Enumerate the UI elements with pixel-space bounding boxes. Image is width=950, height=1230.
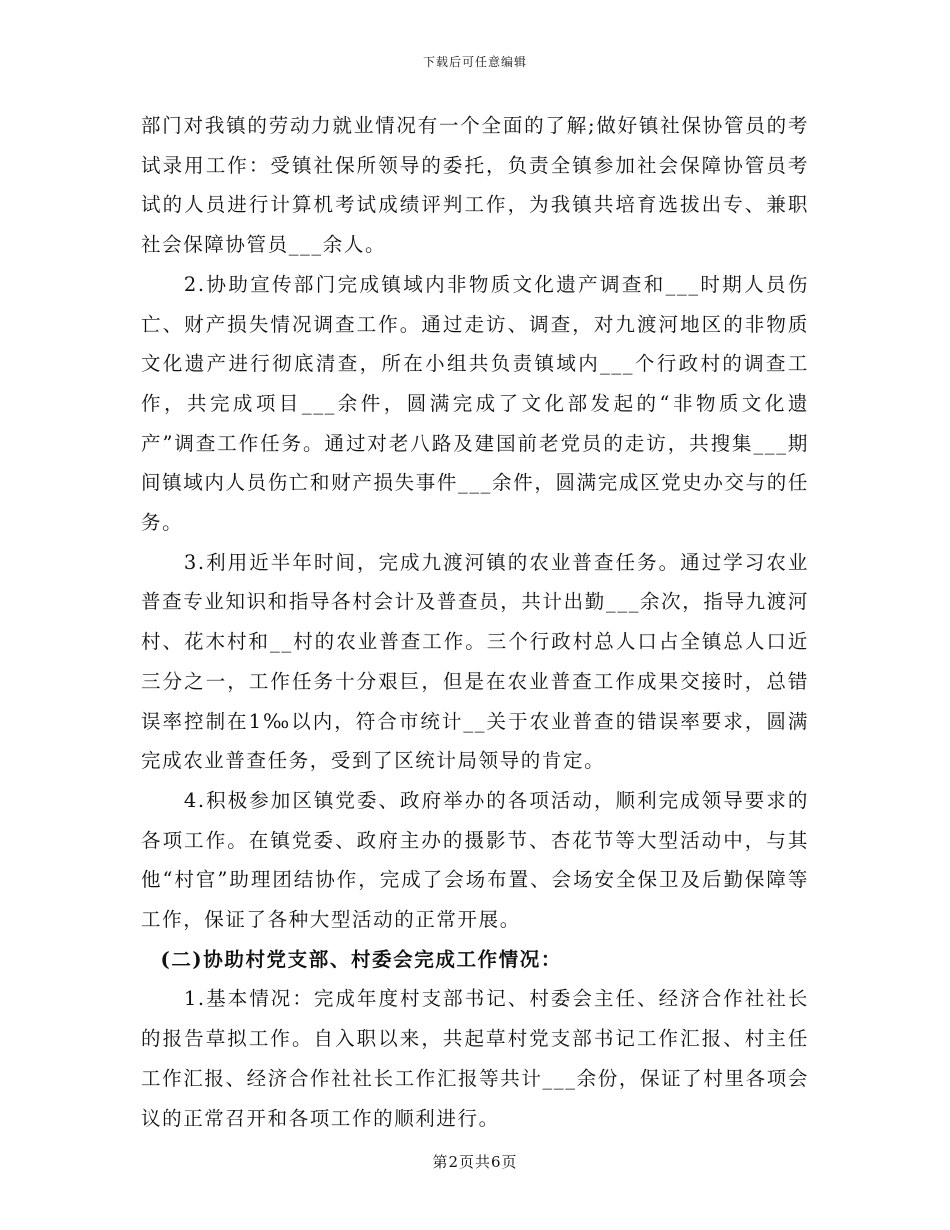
paragraph-basic-situation: 1.基本情况：完成年度村支部书记、村委会主任、经济合作社社长的报告草拟工作。自入职以来，共起草村党支部书记工作汇报、村主任工作汇报、经济合作社社长工作汇报等共计___余份，保证了村里各项会议的正常召开和各项工作的顺利进行。: [141, 987, 809, 1130]
paragraph-item-2: 2.协助宣传部门完成镇域内非物质文化遗产调查和___时期人员伤亡、财产损失情况调查工作。通过走访、调查，对九渡河地区的非物质文化遗产进行彻底清查，所在小组共负责镇域内___个行政村的调查工作，共完成项目___余件，圆满完成了文化部发起的“非物质文化遗产”调查工作任务。通过对老八路及建国前老党员的走访，共搜集___期间镇域内人员伤亡和财产损失事件___余件，圆满完成区党史办交与的任务。: [141, 272, 809, 535]
section-heading: (二)协助村党支部、村委会完成工作情况：: [160, 947, 562, 971]
document-body: [141, 106, 809, 1138]
page-number: 第2页共6页: [432, 1153, 518, 1171]
paragraph-continuation: 部门对我镇的劳动力就业情况有一个全面的了解;做好镇社保协管员的考试录用工作：受镇社保所领导的委托，负责全镇参加社会保障协管员考试的人员进行计算机考试成绩评判工作，为我镇共培育选拔出专、兼职社会保障协管员___余人。: [141, 114, 809, 257]
paragraph-item-3: 3.利用近半年时间，完成九渡河镇的农业普查任务。通过学习农业普查专业知识和指导各村会计及普查员，共计出勤___余次，指导九渡河村、花木村和__村的农业普查工作。三个行政村总人口占全镇总人口近三分之一，工作任务十分艰巨，但是在农业普查工作成果交接时，总错误率控制在1‰以内，符合市统计__关于农业普查的错误率要求，圆满完成农业普查任务，受到了区统计局领导的肯定。: [141, 550, 809, 773]
paragraph-item-4: 4.积极参加区镇党委、政府举办的各项活动，顺利完成领导要求的各项工作。在镇党委、政府主办的摄影节、杏花节等大型活动中，与其他“村官”助理团结协作，完成了会场布置、会场安全保卫及后勤保障等工作，保证了各种大型活动的正常开展。: [141, 788, 809, 932]
page-header-note: 下载后可任意编辑: [422, 55, 527, 69]
